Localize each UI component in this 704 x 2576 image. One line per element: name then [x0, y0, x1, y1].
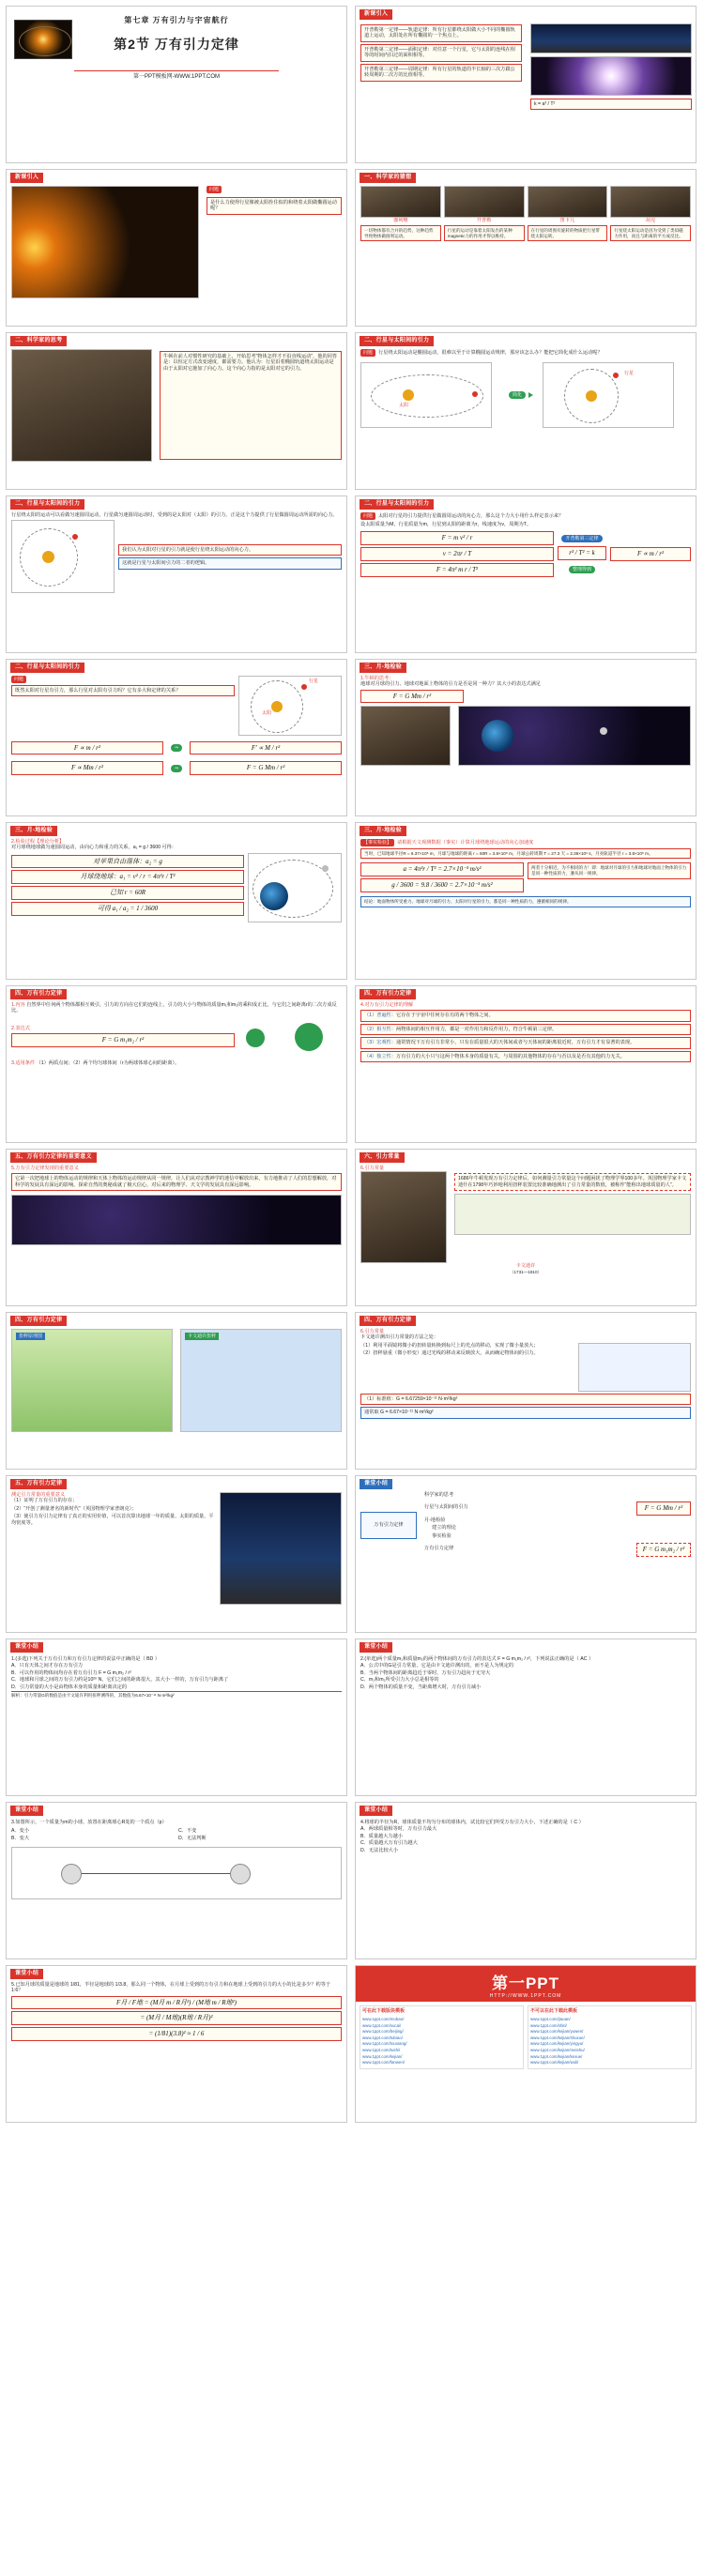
- cavendish-portrait: [360, 1171, 447, 1263]
- derive-1: F = m v² / r: [360, 531, 554, 545]
- scientist-text-3: 行星绕太阳运动是因为受到了类似磁力作用，而且与距离的平方成反比。: [610, 225, 691, 241]
- significance-title: 5.万有引力定律发现的重要意义: [11, 1165, 79, 1171]
- option-a: A．两球质量相等时，万有引力最大: [360, 1826, 437, 1832]
- circle-orbit-figure: [543, 362, 674, 428]
- u3-title: （3）宏观性：: [364, 1040, 397, 1045]
- slide-law-understanding: [355, 985, 696, 1143]
- link[interactable]: www.1ppt.com/touxiang/: [362, 2041, 407, 2047]
- right-title: 不可以在此下载此模板: [530, 2007, 578, 2014]
- link[interactable]: www.1ppt.com/kejian/meishu/: [530, 2048, 585, 2053]
- link[interactable]: www.1ppt.com/jiaoan/: [530, 2017, 571, 2021]
- option-a: A．公式中的G是引力常量，它是由卡文迪许测出的，而不是人为规定的: [360, 1663, 514, 1669]
- summary-f1: F = G Mm / r²: [636, 1501, 691, 1516]
- option-b: B．当两个物体间的距离趋近于零时，万有引力趋向于无穷大: [360, 1669, 491, 1676]
- exercise-figure: [11, 1847, 342, 1899]
- question-tag: 问题: [207, 186, 222, 193]
- cavendish-name: 卡文迪许: [515, 1263, 536, 1269]
- question: 5.已知月球的质量是地球的 1/81，半径是地球的 1/3.8，那么同一个物体，在月球上受到的万有引力和在地球上受到的引力的大小的比是多少？约等于1:6？: [11, 1981, 331, 1993]
- node-5: 万有引力定律: [424, 1546, 454, 1552]
- calc-3: 可得 a₁ / a₂ = 1 / 3600: [11, 902, 244, 916]
- option-b: B．变大: [11, 1835, 30, 1841]
- slide-header: 课堂小结: [360, 1642, 392, 1653]
- universe-image: [11, 1195, 342, 1245]
- fact-line-1: a = 4π²r / T² = 2.7×10⁻³ m/s²: [360, 862, 524, 876]
- u3-desc: 通常情况下万有引力非常小，只有在质量很大的天体间或者与天体间的距离很近时，万有引力才有显著的表现。: [396, 1040, 635, 1045]
- slide-moon-earth-thinking: [355, 659, 696, 816]
- slide-newton-thinking: [6, 332, 347, 490]
- slide-significance: [6, 1149, 347, 1306]
- item-0-desc: 自然界中任何两个物体都相互吸引，引力的方向在它们的连线上，引力的大小与物体的质量m₁和m₂的乘积成正比，与它们之间距离r的二次方成反比。: [11, 1001, 337, 1014]
- link[interactable]: www.1ppt.com/moban/: [362, 2017, 405, 2021]
- portrait-kepler: [444, 186, 525, 218]
- slide-constant-meaning: [6, 1475, 347, 1633]
- m2: （2）扭秤悬重（微小形变）通过光线的移动来反映放大，从而确定物体间的引力。: [360, 1350, 539, 1356]
- scientist-name-2: 笛卡儿: [559, 217, 575, 223]
- slide-mutual-force: [6, 659, 347, 816]
- work-0: F月 / F地 = (M月 m / R月²) / (M地 m / R地²): [11, 1996, 342, 2010]
- torsion-schematic: [578, 1343, 691, 1392]
- note-1: 开普勒第三定律: [561, 535, 602, 542]
- earth-moon-image: [458, 706, 691, 766]
- question-tag: 问题: [11, 676, 26, 683]
- slide-header: 课堂小结: [10, 1806, 43, 1816]
- step-1: F′ ∝ M / r²: [190, 741, 342, 755]
- node-2: 月-地检验: [424, 1517, 446, 1523]
- slide-header: 课堂小结: [10, 1969, 43, 1979]
- slide-header: 四、万有引力定律: [10, 989, 67, 999]
- option-d: D．引力常量的大小是由物体本身的质量和距离决定的: [11, 1684, 128, 1690]
- slide-header: 三、月-地检验: [10, 826, 57, 836]
- option-d: D．两个物体的质量不变，当距离增大时，万有引力减小: [360, 1684, 482, 1690]
- newton-portrait: [11, 349, 152, 462]
- slide-exercise-5: [6, 1965, 347, 2123]
- slide-header: 新课引入: [10, 173, 43, 183]
- arrow-label: ⇒: [171, 744, 182, 752]
- slide-intro-question: [6, 169, 347, 327]
- option-a: A．只有天体之间才存在万有引力: [11, 1663, 84, 1669]
- newton-apple-image: [360, 706, 451, 766]
- scientist-name-3: 胡克: [645, 217, 656, 223]
- night-scene-image: [220, 1492, 342, 1605]
- u1-desc: 它存在于宇宙中任何存在有的两个物体之间。: [396, 1013, 494, 1018]
- law-2: 开普勒第二定律——面积定律：对任意一个行星，它与太阳的连线在相等的时间内扫过的面积相等。: [360, 44, 522, 62]
- scientist-text-2: 在行星的周围有旋转的物质把行星带绕太阳运转。: [528, 225, 608, 241]
- derive-3: F = 4π² m r / T²: [360, 563, 554, 577]
- summary-f2: F = G m₁m₂ / r²: [636, 1543, 691, 1557]
- step-3: F = G Mm / r²: [190, 761, 342, 775]
- link[interactable]: www.1ppt.com/kejian/wuli/: [530, 2060, 579, 2065]
- option-c: C．地球和月球之间的万有引力约是10²⁰ N，它们之间的距离很大，其大小一样的，万有引力与距离了: [11, 1677, 229, 1683]
- derive-2: v = 2πr / T: [360, 547, 554, 561]
- option-d: D．无法判断: [178, 1835, 207, 1841]
- slide-exercise-3: [6, 1802, 347, 1959]
- u1-title: （1）普遍性：: [364, 1013, 397, 1018]
- slide-header: 二、行星与太阳间的引力: [360, 499, 434, 510]
- item-1-title: 2.表达式: [11, 1025, 30, 1031]
- slide-law-statement: [6, 985, 347, 1143]
- line-2: 这就是行星与太阳间引力的二者的逻辑。: [118, 557, 342, 570]
- arrow-label-2: ⇒: [171, 765, 182, 772]
- slide-header: 二、行星与太阳间的引力: [10, 663, 84, 673]
- torsion-principle-image: [11, 1329, 173, 1432]
- slide-header: 五、万有引力定律: [10, 1479, 67, 1489]
- item-0-title: 1.内容: [11, 1001, 25, 1008]
- slide-gravitational-constant: [355, 1149, 696, 1306]
- slide-header: 五、万有引力定律的重要意义: [10, 1152, 97, 1163]
- m1: （1）利用平面镜将微小的扭转量转换到标尺上的光点的移动，实现了微小量放大；: [360, 1342, 539, 1349]
- slide-header: 二、行星与太阳间的引力: [10, 499, 84, 510]
- u4-desc: 万有引力的大小只与这两个物体本身的质量有关，与周围的其他物体的存在与否以及是否有其他的力无关。: [396, 1053, 625, 1059]
- portrait-descartes: [528, 186, 608, 218]
- fact-tag-text: 请根据天文观测数据（事实）计算月球绕地球运动的向心加速度: [397, 839, 534, 846]
- orbit-figure: [11, 520, 115, 593]
- link[interactable]: www.1ppt.com/shiti/: [530, 2022, 567, 2028]
- question-tag: 问题: [360, 349, 375, 357]
- constant-sub-title: 6.引力常量: [360, 1328, 385, 1334]
- question: 1.(多选)下列关于万有引力和万有引力定律的说法中正确的是（ BD ）: [11, 1655, 160, 1662]
- caption-left: 扭秤原理图: [16, 1333, 45, 1340]
- option-c: C．质量越大万有引力越大: [360, 1840, 418, 1846]
- slide-header: 课堂小结: [10, 1642, 43, 1653]
- link[interactable]: www.1ppt.com/kejian/: [362, 2053, 403, 2059]
- item-2-title: 3.适用条件: [11, 1059, 36, 1066]
- law-3: 开普勒第三定律——周期定律：所有行星的轨道的半长轴的三次方跟公转周期的二次方的比值相等。: [360, 64, 522, 82]
- derive-0: 设太阳质量为M，行星质量为m，行星到太阳的距离为r，线速度为v，周期为T。: [360, 521, 532, 527]
- slide-header: 一、科学家的猜想: [360, 173, 416, 183]
- slide-header: 二、行星与太阳间的引力: [360, 336, 434, 346]
- night-sky-image: [530, 23, 692, 53]
- question: 4.将球的半径为R，球体质量不均匀分布的球体内，试比较它们所受万有引力大小，下述正确的是（ C ）: [360, 1819, 584, 1825]
- torsion-balance-image: [454, 1194, 691, 1235]
- link[interactable]: www.1ppt.com/tushi/: [362, 2048, 401, 2053]
- calc-0: 对苹果自由落体：a₂ = g: [11, 855, 244, 869]
- meaning-2: （3）使引力有引力定律有了真正的实用价值，可以首次算出地球一年的质量、太阳的质量、平均密度等。: [11, 1514, 214, 1526]
- question-text: 行星绕太阳运动是椭圆运动，很难以至于计算椭圆运动规律，那应该怎么办？能把它简化成什么运动呢？: [378, 349, 603, 356]
- slide-header: 课堂小结: [360, 1806, 392, 1816]
- node-3: 建立的理论: [432, 1525, 456, 1532]
- question-label: 1.牛顿的思考：: [360, 675, 394, 681]
- question-tag: 问题: [360, 512, 375, 520]
- portrait-galileo: [360, 186, 441, 218]
- solution: 解析：引力常量G的数值是由卡文迪许利用扭秤测得的，其数值为6.67×10⁻¹¹ N·m²/kg²: [11, 1693, 175, 1698]
- m0: 卡文迪许测出引力常量的方法之处：: [360, 1334, 439, 1340]
- slide-exercise-4: [355, 1802, 696, 1959]
- kepler-third-formula: k = a³ / T²: [530, 99, 692, 111]
- cavendish-device-image: [180, 1329, 342, 1432]
- caption-right: 卡文迪许扭秤: [185, 1333, 219, 1340]
- link[interactable]: www.1ppt.com/tubiao/: [362, 2035, 403, 2040]
- question: 3.如图所示，一个质量为m的小球，放置在距离球心R处的一个质点（p）: [11, 1819, 167, 1825]
- galaxy-image: [530, 56, 692, 96]
- slide-final-credits: [355, 1965, 696, 2123]
- solar-orbit-image: [11, 186, 199, 298]
- constant-title: 6.引力常量: [360, 1165, 385, 1171]
- brand-logo: 第一PPT HTTP://WWW.1PPT.COM: [356, 1966, 696, 2002]
- conclusion-1: 两者十分相近，为不相同的力！即：地球对月球的引力和地球对地面上物体的引力是同一种性质的力，遵从同一规律。: [528, 862, 691, 878]
- link[interactable]: www.1ppt.com/sucai/: [362, 2022, 402, 2028]
- slide-constant-method: [355, 1312, 696, 1470]
- scientist-name-1: 开普勒: [476, 217, 492, 223]
- slide-sun-planet-force: [6, 495, 347, 653]
- link[interactable]: www.1ppt.com/kejian/yingyu/: [530, 2041, 584, 2047]
- item-1-desc: F = G m₁m₂ / r²: [11, 1033, 235, 1047]
- scientist-text-1: 行星的运动是靠着太阳发出的某种magnetic力的作用才得以维持。: [444, 225, 525, 241]
- link[interactable]: www.1ppt.com/beijing/: [362, 2029, 404, 2035]
- formula: F = G Mm / r²: [360, 690, 464, 704]
- slide-exercise-2: [355, 1639, 696, 1796]
- conclusion-2: 结论：地面物体所受重力、地球对月球的引力、太阳对行星的引力，都是同一种性质的力，遵循相同的规律。: [360, 896, 691, 907]
- question: 2.(单选)两个质量m₁和质量m₂的两个物体间的万有引力的表达式 F = G m₁m₂ / r²，下列说法正确的是（ AC ）: [360, 1655, 594, 1662]
- question-text: 既然太阳对行星有引力，那么行星对太阳有引力吗？它有多大和定律的关系？: [11, 685, 235, 697]
- slide-simplify-question: [355, 332, 696, 490]
- calc-2: 已知 r = 60R: [11, 886, 244, 900]
- slide-summary-map: [355, 1475, 696, 1633]
- work-1: = (M月 / M地)(R地 / R月)²: [11, 2011, 342, 2025]
- node-0: 科学家的思考: [424, 1491, 454, 1498]
- question-text: 太阳对行星的引力提供行星做圆周运动的向心力，那么这个力大小用什么样定表示来？: [378, 512, 564, 519]
- slide-exercise-1: [6, 1639, 347, 1796]
- option-a: A．变小: [11, 1828, 30, 1834]
- question-text: 是什么力使得行星像被太阳拴住似的和绕着太阳做椭圆运动呢？: [207, 197, 342, 215]
- u2-desc: 两物体间的相互作用力，都是一对作用力和反作用力，符合牛顿第三定律。: [396, 1026, 558, 1032]
- significance-text: 它第一次把地球上的物体运动的规律和天体上物体的运动规律从同一规律，让人们从对宗教神学的迷信中解放出来，有力地推动了人们的思想解放，对科学的发展具有深远的影响。探索自然的奥秘成就了极大信心，对后来的物理学、天文学的发展具有深远影响。: [11, 1173, 342, 1191]
- u4-title: （4）独立性：: [364, 1053, 397, 1059]
- portrait-hooke: [610, 186, 691, 218]
- slide-moon-earth-fact-check: [355, 822, 696, 980]
- link[interactable]: www.1ppt.com/kejian/yuwen/: [530, 2029, 584, 2035]
- question-text: 地球对月球的引力、地球对地面上物体的引力是否是同一种力？其大小的表达式满足: [360, 681, 541, 687]
- left-title: 可在此下载版块模板: [362, 2007, 406, 2014]
- right-link-group: [528, 2005, 692, 2069]
- derive-5: F ∝ m / r²: [610, 547, 691, 561]
- link[interactable]: www.1ppt.com/fanwen/: [362, 2060, 406, 2065]
- slide-header: 六、引力常量: [360, 1152, 405, 1163]
- newton-text: 牛顿在前人对惯性研究的基础上，开始思考“物体怎样才不沿直线运动”，他的回答是：以恒定方式改变速度，都需要力。他认为：行星沿着椭圆轨道绕太阳运动是由于太阳对它施加了向心力。这个向心力指的是太阳对它的引力。: [160, 351, 342, 460]
- slide-intro-laws: [355, 6, 696, 163]
- work-2: = (1/81)(3.8)² ≈ 1 / 6: [11, 2027, 342, 2041]
- option-b: B．质量越大力越小: [360, 1833, 403, 1839]
- scientist-text-0: 一切物体都有合并的趋势，这种趋势导致物体做圆周运动。: [360, 225, 441, 241]
- brand-url: HTTP://WWW.1PPT.COM: [489, 1993, 562, 2000]
- slide-header: 新课引入: [360, 9, 392, 20]
- slide-derivation: [355, 495, 696, 653]
- m3: （1）标准值：G = 6.67259×10⁻¹¹ N·m²/kg²: [360, 1394, 691, 1406]
- link[interactable]: www.1ppt.com/kejian/shuxue/: [530, 2035, 585, 2040]
- slide-header: 三、月-地检验: [360, 826, 406, 836]
- simplify-label: 简化: [509, 391, 526, 399]
- step-2: F ∝ Mm / r²: [11, 761, 163, 775]
- sun-planet-figure: [238, 676, 342, 736]
- node-1: 行星与太阳间的引力: [424, 1504, 468, 1511]
- fact-line-2: g / 3600 = 9.8 / 3600 = 2.7×10⁻³ m/s²: [360, 878, 524, 892]
- fact-line-0: 当时，已知地球半径R = 6.37×10⁶ m，月球与地球的距离 r = 60R = 3.8×10⁸ m，月球公转周期 T = 27.3 天 = 2.36×10⁶ s，月亮轨道半径 r = 3.8×10⁸ m。: [360, 848, 691, 860]
- constant-text: 1686年牛顿发现万有引力定律后，如何测量引力常量这个问题困扰了物理学界100多年。英国物理学家卡文迪什在1798年巧妙地利用扭秤装置比较准确地测出了引力常量的数值，被称作“能称出地球质量的人”。: [454, 1173, 691, 1191]
- meaning-title: 测定引力常量的重要意义: [11, 1491, 66, 1498]
- calc-1: 月球绕地球：a₁ = v² / r = 4π²r / T²: [11, 870, 244, 884]
- summary-center: 万有引力定律: [360, 1512, 417, 1539]
- slide-header: 四、万有引力定律: [360, 1316, 416, 1326]
- fact-tag: 【事实检验】: [360, 839, 394, 846]
- ellipse-orbit-figure: [360, 362, 492, 428]
- source-site: 第一PPT模板网-WWW.1PPT.COM: [74, 70, 278, 82]
- page-title: 第2节 万有引力定律: [114, 37, 239, 52]
- step-0: F ∝ m / r²: [11, 741, 163, 755]
- understanding-title: 4.对万有引力定律的理解: [360, 1001, 414, 1008]
- u2-title: （2）相互性：: [364, 1026, 397, 1032]
- chapter-title: 第七章 万有引力与宇宙航行: [124, 16, 229, 24]
- link[interactable]: www.1ppt.com/kejian/kexue/: [530, 2053, 583, 2059]
- two-spheres-figure: [238, 1017, 342, 1059]
- scientist-name-0: 伽利略: [393, 217, 408, 223]
- slide-title: [6, 6, 347, 163]
- solar-system-image: [14, 20, 72, 59]
- process-text: 对月球绕地球做匀速圆周运动，由向心力和重力的关系，a₁ = g / 3600 可得：: [11, 845, 176, 850]
- meaning-0: （1）证明了万有引力的存在；: [11, 1498, 78, 1503]
- slide-torsion-diagrams: [6, 1312, 347, 1470]
- slide-scientist-guesses: [355, 169, 696, 327]
- node-4: 事实检验: [432, 1532, 451, 1539]
- slide-header: 课堂小结: [360, 1479, 392, 1489]
- meaning-1: （2）“开创了测量著名的新时代”（英国物理学家普朗克）；: [11, 1505, 137, 1512]
- label-planet: 行星: [309, 678, 319, 684]
- law-1: 开普勒第一定律——轨道定律：所有行星都绕太阳做大小不同的椭圆轨道上运动，太阳处在所有椭圆的一个焦点上。: [360, 24, 522, 42]
- label-sun: 太阳: [262, 709, 272, 716]
- slide-header: 四、万有引力定律: [10, 1316, 67, 1326]
- option-c: C．m₁和m₂所受引力大小总是相等的: [360, 1677, 439, 1683]
- label-planet: 行星: [624, 370, 635, 376]
- process-label: 2.检验过程【理论分析】: [11, 838, 65, 845]
- note-2: 整理得到: [569, 566, 595, 573]
- label-sun: 太阳: [399, 402, 409, 408]
- option-b: B．可以作用的物体间均存在着万有引力 F = G m₁m₂ / r²: [11, 1669, 131, 1676]
- line-0: 行星绕太阳的运动可以看做匀速圆周运动，行星做匀速圆周运动时，受到的是太阳对（太阳）的引力，正是这个力提供了行星做圆周运动所需的向心力。: [11, 511, 338, 518]
- cavendish-years: （1731—1810）: [509, 1269, 543, 1274]
- left-link-group: [360, 2005, 524, 2069]
- option-c: C．不变: [178, 1828, 197, 1834]
- line-1: 我们认为太阳对行星的引力就是使行星绕太阳运动的向心力。: [118, 544, 342, 556]
- slide-header: 二、科学家的思考: [10, 336, 67, 346]
- earth-moon-diagram: [248, 853, 342, 922]
- m4: 通常取 G = 6.67×10⁻¹¹ N·m²/kg²: [360, 1407, 691, 1419]
- option-d: D．无法比较大小: [360, 1847, 399, 1853]
- item-2-desc: （1）两质点间；（2）两个均匀球体间（r为两球体球心间的距离）。: [36, 1059, 180, 1066]
- slide-header: 四、万有引力定律: [360, 989, 416, 999]
- slide-moon-earth-theory: [6, 822, 347, 980]
- derive-4: r³ / T² = k: [558, 546, 606, 560]
- slide-header: 三、月-地检验: [360, 663, 406, 673]
